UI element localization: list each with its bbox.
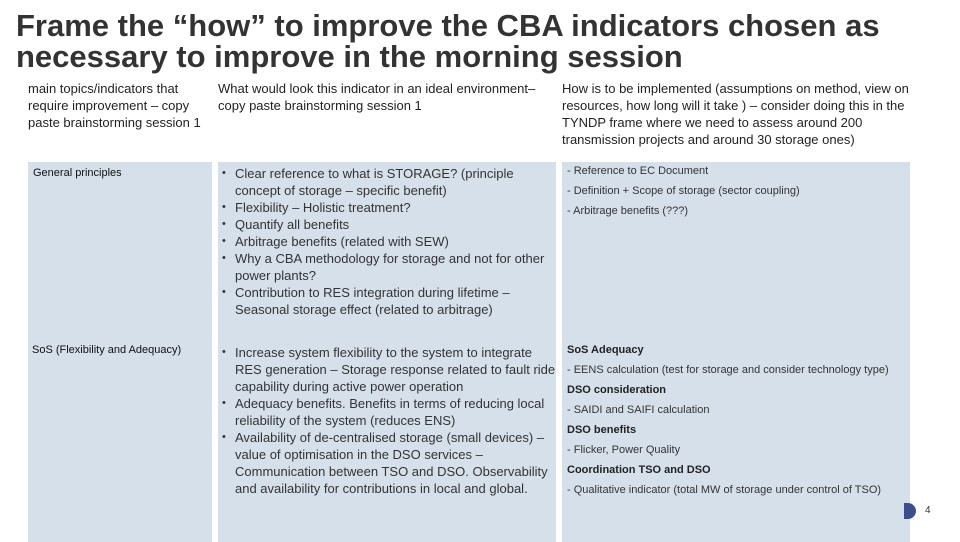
implementation-heading: DSO consideration (567, 384, 667, 396)
list-item: • Quantify all benefits (218, 216, 556, 233)
slide-title: Frame the “how” to improve the CBA indicators chosen as necessary to improve in the morning session (16, 8, 880, 74)
implementation-heading: DSO benefits (567, 424, 637, 436)
list-item: • Adequacy benefits. Benefits in terms of reducing local reliability of the system (reduces ENS) (218, 395, 556, 429)
implementation-note: - SAIDI and SAIFI calculation (567, 404, 710, 416)
row-general-principles-ideal-cell (218, 162, 556, 342)
list-item: • Why a CBA methodology for storage and not for other power plants? (218, 250, 556, 284)
row-label: General principles (33, 167, 122, 179)
implementation-note: - Qualitative indicator (total MW of storage under control of TSO) (567, 484, 882, 496)
list-item: • Flexibility – Holistic treatment? (218, 199, 556, 216)
list-item: • Increase system flexibility to the system to integrate RES generation – Storage response related to fault ride capability during active power operation (218, 344, 556, 395)
row-sos-label-cell (28, 342, 212, 542)
implementation-note: - Definition + Scope of storage (sector coupling) (567, 185, 800, 197)
implementation-heading: SoS Adequacy (567, 344, 644, 356)
header-col-ideal: What would look this indicator in an ideal environment– copy paste brainstorming session 1 (218, 81, 536, 113)
logo-mark-icon (904, 503, 916, 519)
list-item: • Clear reference to what is STORAGE? (principle concept of storage – specific benefit) (218, 165, 556, 199)
row-general-principles-impl-cell (562, 162, 910, 342)
row-general-principles-label-cell (28, 162, 212, 342)
ideal-bullet-list (218, 165, 556, 318)
header-col-implementation: How is to be implemented (assumptions on method, view on resources, how long will it take ) – consider doing this in the TYNDP frame where we need to assess around 200 transmission projects and around 30 storage ones) (562, 81, 909, 147)
page-number: 4 (925, 505, 931, 516)
implementation-heading: Coordination TSO and DSO (567, 464, 711, 476)
implementation-note: - Flicker, Power Quality (567, 444, 681, 456)
ideal-bullet-list (218, 344, 556, 497)
row-label: SoS (Flexibility and Adequacy) (32, 344, 182, 356)
list-item: • Contribution to RES integration during lifetime – Seasonal storage effect (related to arbitrage) (218, 284, 556, 318)
list-item: • Availability of de-centralised storage (small devices) – value of optimisation in the DSO services – Communication between TSO and DSO. Observability and availability for contributions in local and global. (218, 429, 556, 497)
implementation-note: - Arbitrage benefits (???) (567, 205, 689, 217)
implementation-note: - Reference to EC Document (567, 165, 709, 177)
row-sos-ideal-cell (218, 342, 556, 542)
list-item: • Arbitrage benefits (related with SEW) (218, 233, 556, 250)
implementation-note: - EENS calculation (test for storage and consider technology type) (567, 364, 889, 376)
header-col-topics: main topics/indicators that require improvement – copy paste brainstorming session 1 (28, 81, 201, 130)
cba-indicators-table (28, 80, 910, 542)
row-sos-impl-cell (562, 342, 910, 542)
